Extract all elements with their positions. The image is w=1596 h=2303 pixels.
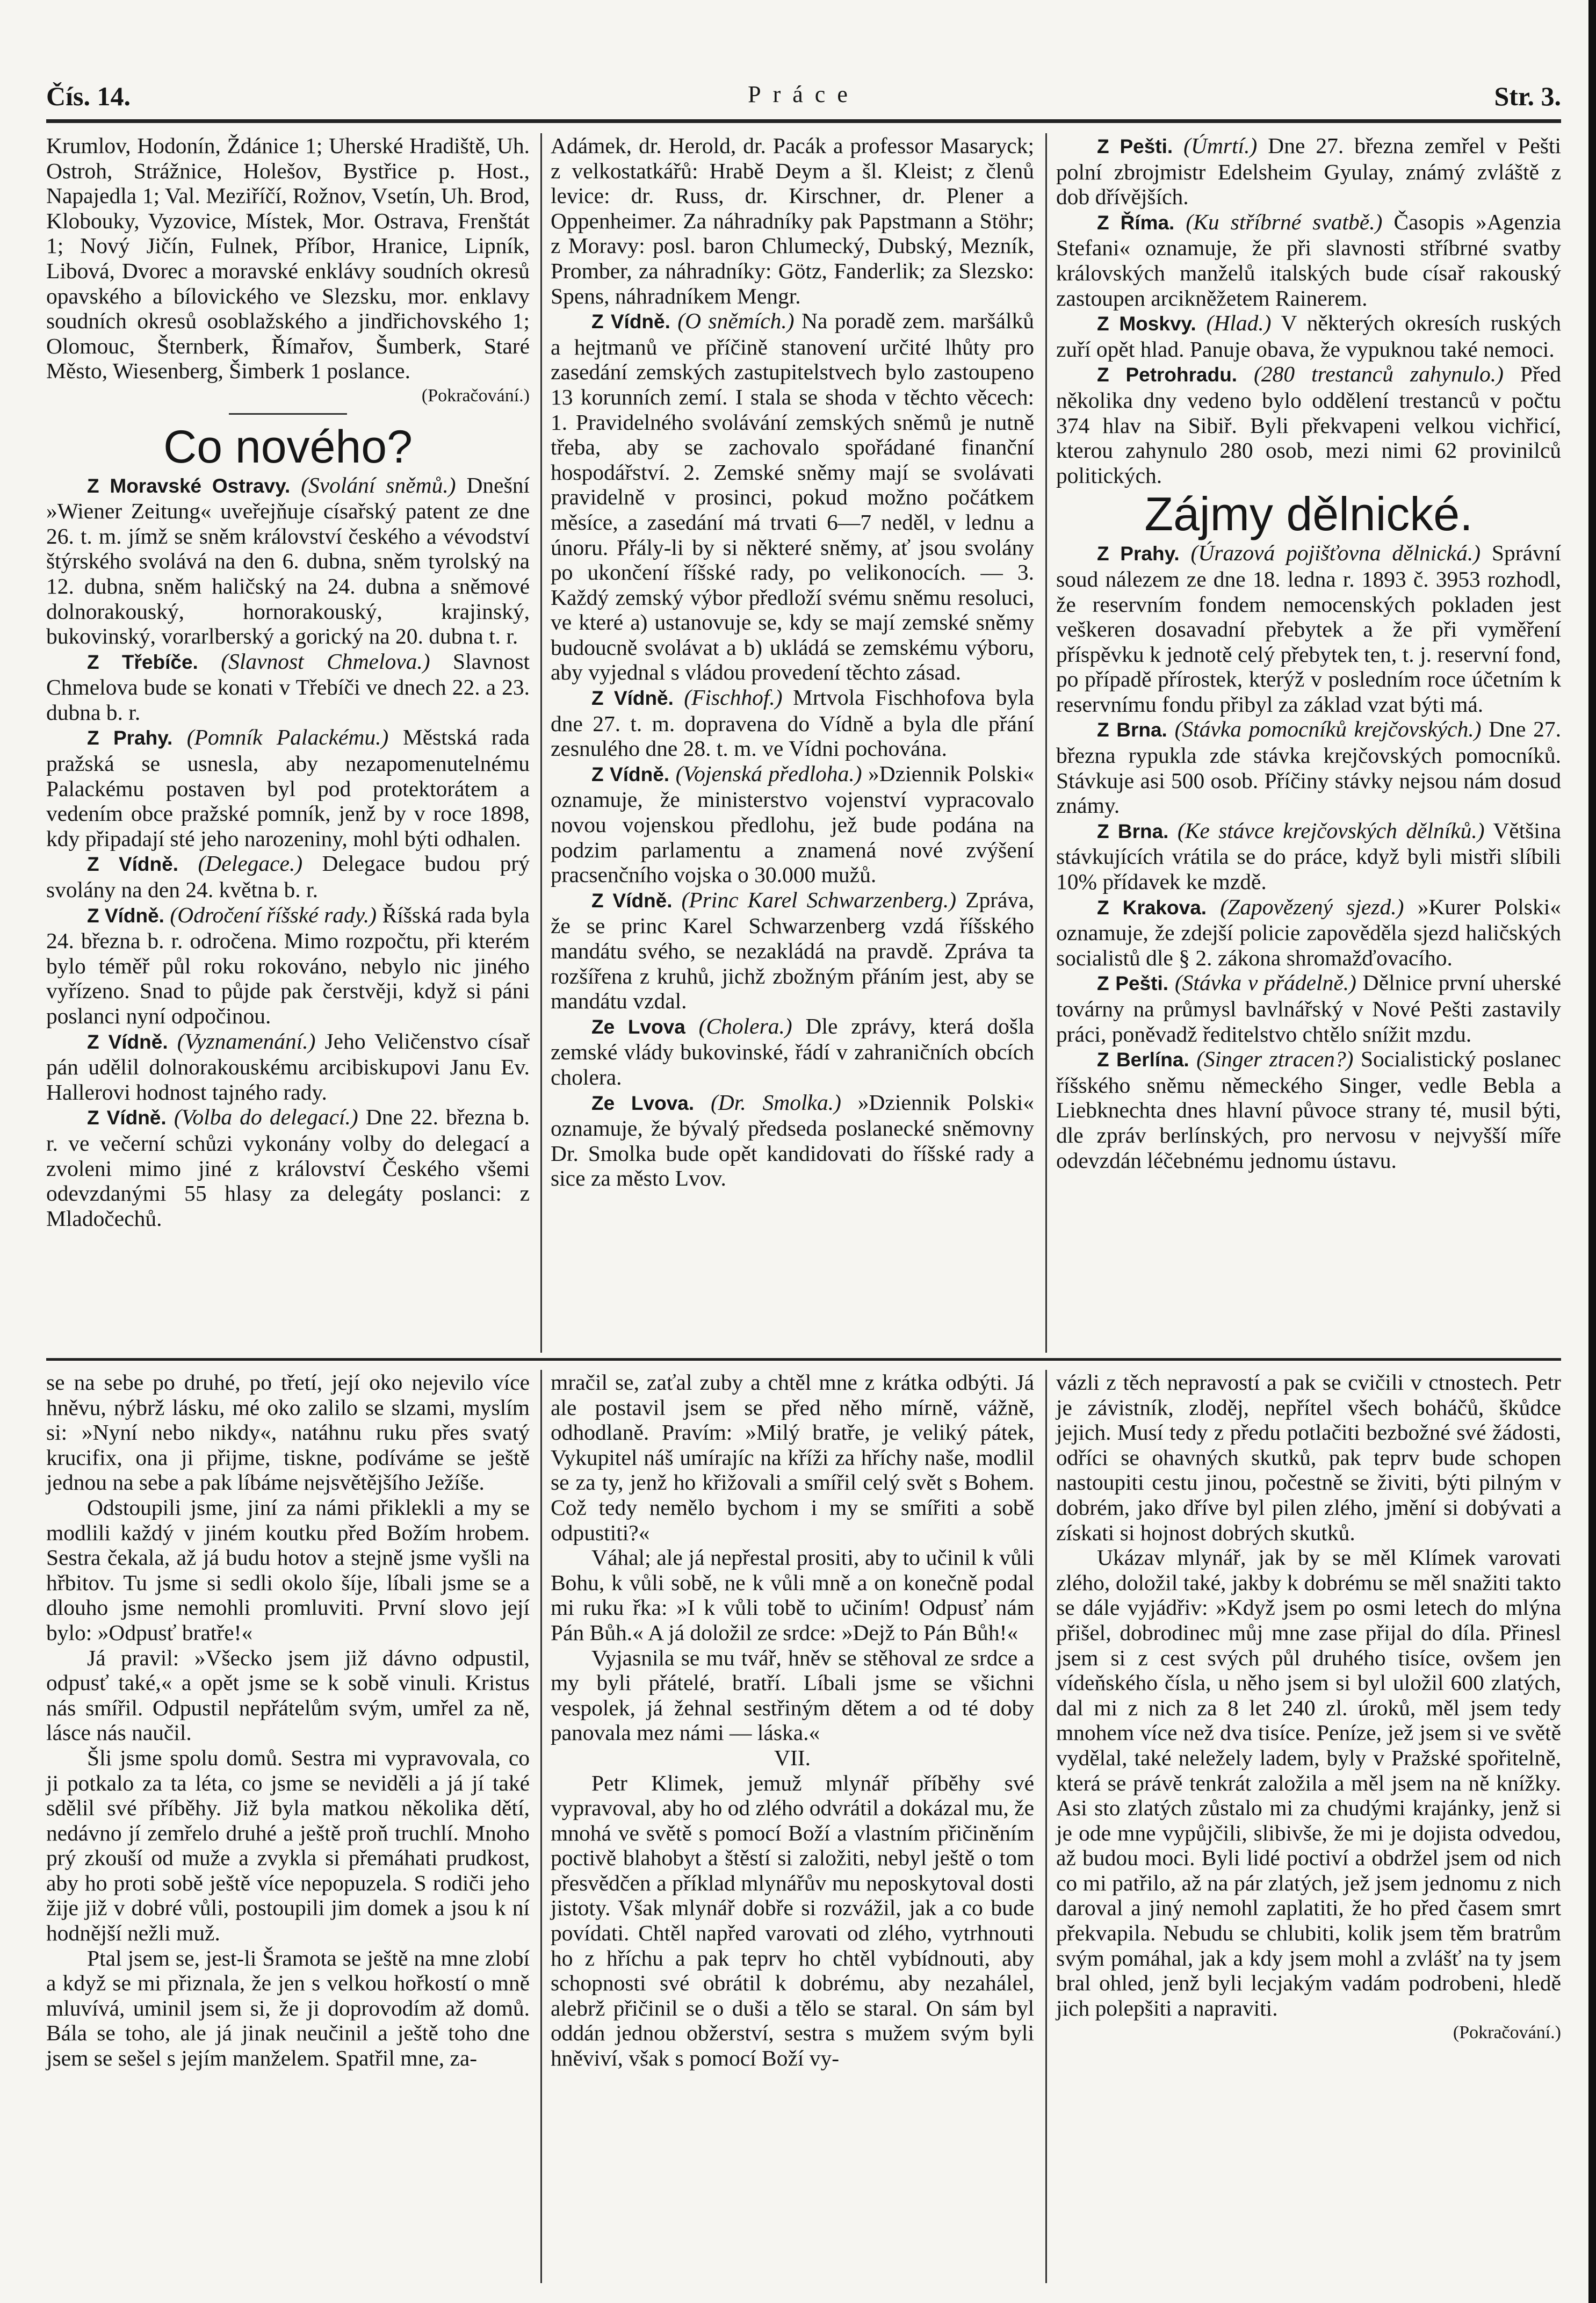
story-paragraph: Ukázav mlynář, jak by se měl Klímek varovati zlého, doložil také, jakby k dobrému se měl snažiti takto se dále vyjádřiv: »Když jsem po osmi letech do mlýna přišel, dobrodinec můj mne zase přijal do díla. Přinesl jsem si z cest svých půl druhého tisíce, ovšem jen vídeňského čísla, u něho jsem si byl uložil 600 zlatých, dal mi z nich za 8 let 240 zl. úroků, měl jsem tedy mnohem více než dva tisíce. Peníze, jež jsem si ve světě vydělal, také neležely ladem, byly v Pražské spořitelně, která se právě tenkrát založila a měl jsem na ně knížky. Asi sto zlatých zůstalo mi za chudými krajánky, jenž si je ode mne vypůjčili, slibivše, že mi je dojista odvedou, až budou moci. Byli lidé poctiví a obdržel jsem od nich co mi patřilo, až na pár zlatých, jež jsem jednomu z nich daroval a jiný nemohl zaplatiti, že ho před časem smrt překvapila. Nebudu se chlubiti, kolik jsem těm bratrům svým pomáhal, jak a kdy jsem mohl a zvlášť na ty jsem bral ohled, jenž byli lecjakým vadám podrobeni, hledě jich polepšiti a napraviti. (1056, 1545, 1567, 2020)
news-text: Slavnost Chmelova bude se konati v Třebíči ve dnech 22. a 23. dubna b. r. (46, 648, 536, 725)
story-paragraph: Já pravil: »Všecko jsem již dávno odpustil, odpusť také,« a opět jsme se k sobě vinuli. Kristus nás smířil. Odpustil nepřátelům svým, umřel za ně, lásce nás naučil. (46, 1645, 536, 1745)
news-section-heading: Co nového? (163, 421, 413, 473)
news-subject: (Vojenská předloha.) (675, 761, 862, 786)
news-item (1056, 362, 1567, 488)
news-subject: (Úmrtí.) (1183, 133, 1258, 158)
issue-number: Čís. 14. (46, 81, 131, 111)
news-item (46, 725, 536, 851)
news-text: Dnešní »Wiener Zeitung« uveřejňuje císařský patent ze dne 26. t. m. jímž se sněm království českého a vévodství štýrského svolává na den 6. dubna, sněm tyrolský na 12. dubna, sněm haličský na 24. dubna a sněmové dolnorakouský, hornorakouský, krajinský, bukovinský, vorarlberský a gorický na 20. dubna t. r. (46, 472, 536, 649)
column-1-top (46, 133, 536, 1353)
news-item (46, 851, 536, 903)
news-item (551, 887, 1040, 1014)
continued-note: (Pokračování.) (421, 385, 530, 406)
news-text: Mrtvola Fischhofova byla dne 27. t. m. dopravena do Vídně a byla dle přání zesnulého dne 28. t. m. ve Vídni pochována. (551, 685, 1040, 761)
news-text: Městská rada pražská se usnesla, aby nezapomenutelnému Palackému postaven byl pod protektorátem a vedením obce pražské pomník, jenž by v roce 1898, kdy připadají sté jeho narozeniny, mohl býti odhalen. (46, 725, 536, 851)
news-place: Ze Lvova. (591, 1092, 695, 1114)
news-item (551, 1089, 1040, 1191)
news-place: Z Vídně. (87, 904, 164, 927)
news-text: Adámek, dr. Herold, dr. Pacák a professor Masaryck; z velkostatkářů: Hrabě Deym a šl. Kleist; z členů levice: dr. Russ, dr. Kirschner, dr. Plener a Oppenheimer. Za náhradníky pak Papstmann a Stöhr; z Moravy: posl. baron Chlumecký, Dubský, Mezník, Promber, za náhradníky: Götz, Fanderlik; za Slezsko: Spens, náhradníkem Mengr. (551, 133, 1040, 308)
story-paragraph: Petr Klimek, jemuž mlynář příběhy své vypravoval, aby ho od zlého odvrátil a dokázal mu, že mnohá ve světě s pomocí Boží a vlastním přičiněním poctivě blahobyt a štěstí si založiti, nebyl ještě o tom přesvědčen a příklad mlynářův mu neposkytoval dosti jistoty. Však mlynář dobře si rozvážil, jak a co bude povídati. Chtěl napřed varovati od zlého, vytrhnouti ho z hříchu a pak teprv ho chtěl vybídnouti, aby schopnosti své obrátil k dobrému, aby nezahálel, alebrž přičinil se o duši a tělo se staral. On sám byl oddán jednou obžerství, sestra s mužem svým byli hněviví, však s pomocí Boží vy- (551, 1770, 1040, 2071)
news-place: Z Říma. (1097, 211, 1175, 234)
news-text: »Dziennik Polski« oznamuje, že ministerstvo vojenství vypracovalo novou vojenskou předlohu, jež bude podána na podzim parlamentu a znamená nové zvýšení pracsenčního vojska o 30.000 mužů. (551, 761, 1040, 887)
news-subject: (Slavnost Chmelova.) (221, 648, 430, 674)
electoral-districts-text: Krumlov, Hodonín, Ždánice 1; Uherské Hradiště, Uh. Ostroh, Strážnice, Holešov, Bystřice p. Host., Napajedla 1; Val. Meziříčí, Rožnov, Vsetín, Uh. Brod, Klobouky, Vyzovice, Místek, Mor. Ostrava, Frenštát 1; Nový Jičín, Fulnek, Příbor, Hranice, Lipník, Libová, Dvorec a moravské enklávy soudních okresů opavského a bílovického ve Slezsku, mor. enklavy soudních okresů osoblažského a jindřichovského 1; Olomouc, Šternberk, Římařov, Šumberk, Staré Město, Wiesenberg, Šimberk 1 poslance. (46, 133, 536, 384)
news-item (551, 761, 1040, 887)
news-item (46, 902, 536, 1029)
continued-note: (Pokračování.) (1453, 2023, 1561, 2043)
news-text: Dne 22. března b. r. ve večerní schůzi vykonány volby do delegací a zvoleni mimo jiné z království Českého všemi odevzdanými 55 hlasy za delegáty poslanci: z Mladočechů. (46, 1104, 536, 1231)
news-subject: (Vyznamenání.) (177, 1028, 316, 1053)
news-text: Dle zprávy, která došla zemské vlády bukovinské, řádí v zahraničních obcích cholera. (551, 1013, 1040, 1089)
news-item (551, 685, 1040, 761)
news-text: »Kurer Polski« oznamuje, že zdejší policie zapověděla sjezd haličských socialistů dle § 2. zákona shromažďovacího. (1056, 894, 1567, 970)
news-place: Z Prahy. (87, 727, 173, 749)
news-item (551, 133, 1040, 308)
news-text: Dne 27. března rypukla zde stávka krejčovských pomocníků. Stávkuje asi 500 osob. Příčiny stávky nejsou nám dosud známy. (1056, 717, 1567, 818)
news-item (1056, 209, 1567, 311)
news-subject: (Stávka v přádelně.) (1174, 970, 1356, 995)
page-header (46, 81, 1561, 113)
news-subject: (Cholera.) (698, 1013, 792, 1038)
header-rule (46, 119, 1561, 123)
story-paragraph: Odstoupili jsme, jiní za námi přiklekli a my se modlili každý v jiném koutku před Božím hrobem. Sestra čekala, až já budu hotov a stejně jsme vyšli na hřbitov. Tu jsme si sedli okolo šíje, líbali jsme se a dlouho jsme nemohli promluviti. První slovo její bylo: »Odpusť bratře!« (46, 1495, 536, 1645)
story-paragraph: Ptal jsem se, jest-li Šramota se ještě na mne zlobí a když se mi přiznala, že jen s velkou hořkostí o mně mluvívá, uminil jsem si, že ji doprovodím až domů. Bála se toho, ale já jinak neučinil a ještě toho dne jsem se sešel s jejím manželem. Spatřil mne, za- (46, 1945, 536, 2071)
news-subject: (Svolání sněmů.) (301, 472, 456, 497)
news-item (551, 308, 1040, 685)
news-place: Z Vídně. (87, 853, 178, 876)
scan-edge (1588, 0, 1596, 2303)
news-place: Z Pešti. (1097, 972, 1169, 995)
news-subject: (Ku stříbrné svatbě.) (1186, 209, 1383, 234)
news-subject: (Pomník Palackému.) (186, 725, 389, 750)
news-item (46, 472, 536, 649)
news-text: Zpráva, že se princ Karel Schwarzenberg vzdá říšského mandátu svého, se nezakládá na pravdě. Zpráva ta rozšířena z kruhů, jichž zbožným přáním jest, aby se mandátu vzdal. (551, 887, 1040, 1014)
news-subject: (Dr. Smolka.) (710, 1089, 841, 1115)
story-paragraph: Váhal; ale já nepřestal prositi, aby to učinil k vůli Bohu, k vůli sobě, ne k vůli mně a on konečně podal mi ruku řka: »I k vůli tobě to učiním! Odpusť nám Pán Bůh.« A já doložil ze srdce: »Dejž to Pán Bůh!« (551, 1545, 1040, 1645)
news-place: Z Brna. (1097, 719, 1167, 741)
labor-item (1056, 540, 1567, 717)
news-subject: (Zapovězený sjezd.) (1220, 894, 1404, 919)
news-place: Z Třebíče. (87, 651, 198, 673)
news-place: Z Vídně. (591, 311, 670, 333)
news-subject: (280 trestanců zahynulo.) (1254, 362, 1504, 387)
news-text: Dělnice první uherské továrny na průmysl bavlnářský v Nové Pešti zastavily práci, poněvadž ředitelstvo chtělo snížit mzdu. (1056, 970, 1567, 1046)
news-text: Socialistický poslanec říšského sněmu německého Singer, vedle Bebla a Liebknechta dnes hlavní půvoce strany té, musil býti, dle zpráv berlínských, pro nervosu v nejvyšší míře odevzdán léčebnému jednomu ústavu. (1056, 1046, 1567, 1173)
newspaper-title: Práce (748, 81, 860, 107)
news-place: Z Moravské Ostravy. (87, 474, 291, 497)
news-text: Před několika dny vedeno bylo oddělení trestanců v počtu 374 hlav na Sibiř. Byli překvapeni velkou vichřicí, kterou zahynulo 280 osob, mezi nimi 62 provinilců politických. (1056, 362, 1567, 488)
news-place: Ze Lvova (591, 1015, 685, 1038)
labor-item (1056, 894, 1567, 971)
story-paragraph: mračil se, zaťal zuby a chtěl mne z krátka odbýti. Já ale postavil jsem se před něho mírně, vážně, odhodlaně. Pravím: »Milý bratře, je veliký pátek, Vykupitel náš umírajíc na kříži za hříchy naše, modlil se za ty, jenž ho křižovali a smířil celý svět s Bohem. Což tedy nemělo bychom i my se smířiti a sobě odpustiti?« (551, 1370, 1040, 1545)
news-place: Z Vídně. (87, 1030, 168, 1053)
news-text: Většina stávkujících vrátila se do práce, když byli mistři slíbili 10% přídavek ke mzdě. (1056, 818, 1567, 894)
news-place: Z Vídně. (87, 1107, 167, 1129)
news-place: Z Moskvy. (1097, 313, 1196, 335)
news-place: Z Vídně. (591, 889, 673, 912)
news-text: Správní soud nálezem ze dne 18. ledna r. 1893 č. 3953 rozhodl, že reservním fondem nemocenských pokladen jest veškeren dosavadní přebytek a že při vyměření příspěvku k jednotě celý přebytek ten, t. j. reservní fond, po případě přírostek, kterýž v posledním roce účetním k reservnímu fondu přibyl za základ vzat býti má. (1056, 540, 1567, 717)
news-subject: (Singer ztracen?) (1196, 1046, 1354, 1072)
news-subject: (Ke stávce krejčovských dělníků.) (1177, 818, 1485, 843)
story-column-3 (1056, 1370, 1567, 2294)
labor-item (1056, 818, 1567, 894)
news-text: Delegace budou prý svolány na den 24. května b. r. (46, 851, 536, 903)
news-place: Z Berlína. (1097, 1049, 1189, 1071)
divider (229, 413, 347, 415)
news-item (46, 1028, 536, 1105)
story-paragraph: Šli jsme spolu domů. Sestra mi vypravovala, co ji potkalo za ta léta, co jsme se neviděli a já jí také sdělil své příběhy. Již byla matkou několika dětí, nedávno jí zemřelo druhé a ještě proň truchlí. Mnoho prý zkouší od muže a zvykla si přemáhati prudkost, aby ho proti sobě ještě více nepopuzela. S rodiči jeho žije již v dobré vůli, postoupili jim domek a jsou k ní hodnější nežli muž. (46, 1745, 536, 1946)
labor-section-heading: Zájmy dělnické. (1144, 487, 1473, 541)
story-paragraph: Vyjasnila se mu tvář, hněv se stěhoval ze srdce a my byli přátelé, bratří. Líbali jsme se všichni vespolek, já žehnal sestřiným dětem a od té doby panovala mez námi — láska.« (551, 1645, 1040, 1745)
story-column-1 (46, 1370, 536, 2294)
news-place: Z Petrohradu. (1097, 364, 1238, 386)
news-place: Z Brna. (1097, 820, 1169, 842)
news-item (46, 1104, 536, 1231)
news-text: Na poradě zem. maršálků a hejtmanů ve příčině stanovení určité lhůty pro zasedání zemských zastupitelstvech bylo zastoupeno 13 korunních zemí. I stala se shoda v těchto věcech: 1. Pravidelného svolávání zemských sněmů je nutně třeba, aby se zachovalo spořádané finanční hospodářství. 2. Zemské sněmy mají se svolávati pravidelně v prosinci, pokud možno počátkem měsíce, a zasedání má trvati 6—7 neděl, v lednu a únoru. Přály-li by si některé sněmy, ať jsou svolány po ukončení říšské rady, po velikonocích. — 3. Každý zemský výbor předloží svému sněmu resoluci, ve které a) ustanovuje se, kdy se mají zemské sněmy budoucně svolávat a b) ukládá se zemskému výboru, aby vyjednal s vládou provedení těchto zásad. (551, 308, 1040, 685)
news-text: V některých okresích ruských zuří opět hlad. Panuje obava, že vypuknou také nemoci. (1056, 311, 1567, 362)
news-place: Z Prahy. (1097, 543, 1180, 565)
feuilleton-rule (46, 1358, 1561, 1361)
news-text: Říšská rada byla 24. března b. r. odročena. Mimo rozpočtu, při kterém bylo téměř půl roku rokováno, nebylo nic jiného vyřízeno. Snad to půjde pak čerstvěji, když si páni poslanci nyní odpočinou. (46, 902, 536, 1028)
news-subject: (Úrazová pojišťovna dělnická.) (1190, 540, 1481, 566)
page-number: Str. 3. (1494, 81, 1561, 111)
labor-item (1056, 1046, 1567, 1173)
news-subject: (Fischhof.) (684, 685, 783, 710)
story-paragraph: vázli z těch nepravostí a pak se cvičili v ctnostech. Petr je závistník, zloděj, nepřítel všech boháčů, škůdce jejich. Musí tedy z předu potlačiti bezbožné své žádosti, odříci se ohavných skutků, pak teprv bude schopen nastoupiti cestu jinou, počestně se živiti, býti pilným v dobrém, jako dříve byl pilen zlého, jmění si dobývati a získati si hojnost dobrých skutků. (1056, 1370, 1567, 1545)
story-paragraph: se na sebe po druhé, po třetí, její oko nejevilo více hněvu, nýbrž lásku, mé oko zalilo se slzami, myslím si: »Nyní nebo nikdy«, natáhnu ruku přes svatý krucifix, ona ji přijme, tiskne, podíváme se ještě jednou na sebe a pak líbáme nejsvětějšího Ježíše. (46, 1370, 536, 1495)
news-text: Časopis »Agenzia Stefani« oznamuje, že při slavnosti stříbrné svatby královských manželů italských bude císař rakouský zastoupen arcikněžetem Rainerem. (1056, 209, 1567, 311)
column-3-top (1056, 133, 1567, 1353)
news-text: »Dziennik Polski« oznamuje, že bývalý předseda poslanecké sněmovny Dr. Smolka bude opět kandidovati do říšské rady a sice za město Lvov. (551, 1089, 1040, 1191)
story-column-2 (551, 1370, 1040, 2294)
news-place: Z Pešti. (1097, 135, 1173, 157)
news-subject: (Princ Karel Schwarzenberg.) (681, 887, 957, 912)
news-item (551, 1013, 1040, 1090)
news-item (1056, 311, 1567, 362)
news-place: Z Krakova. (1097, 896, 1207, 919)
news-item (46, 648, 536, 725)
column-divider (540, 133, 542, 1353)
news-subject: (Hlad.) (1206, 311, 1272, 336)
column-2-top (551, 133, 1040, 1353)
labor-item (1056, 717, 1567, 818)
labor-item (1056, 970, 1567, 1046)
news-text: Jeho Veličenstvo císař pán udělil dolnorakouskému arcibiskupovi Janu Ev. Hallerovi hodnost tajného rady. (46, 1028, 536, 1104)
news-subject: (Volba do delegací.) (174, 1104, 358, 1130)
news-subject: (O sněmích.) (677, 308, 795, 334)
news-place: Z Vídně. (591, 687, 674, 710)
news-item (1056, 133, 1567, 210)
column-divider (1045, 133, 1047, 1353)
news-place: Z Vídně. (591, 763, 670, 785)
news-subject: (Stávka pomocníků krejčovských.) (1174, 717, 1482, 742)
news-text: Dne 27. března zemřel v Pešti polní zbrojmistr Edelsheim Gyulay, známý zvláště z dob dřívějších. (1056, 133, 1567, 210)
news-subject: (Odročení říšské rady.) (170, 902, 377, 927)
chapter-number: VII. (774, 1745, 811, 1770)
column-divider (1045, 1370, 1047, 2283)
column-divider (540, 1370, 542, 2283)
news-subject: (Delegace.) (198, 851, 303, 876)
